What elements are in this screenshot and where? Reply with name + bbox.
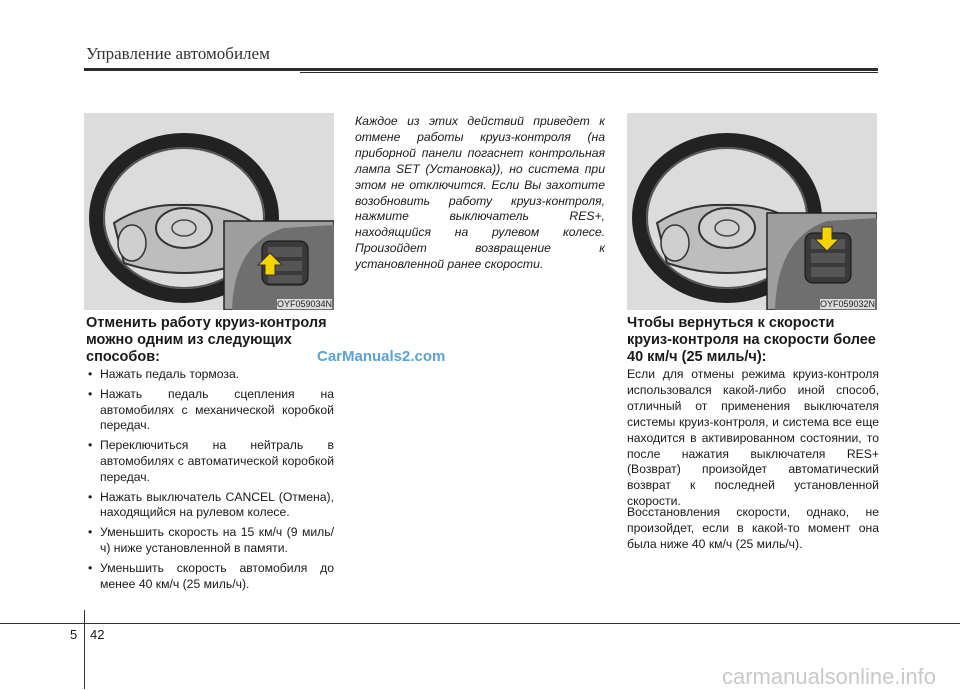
list-item: • Нажать педаль сцепления на автомобилях с механической коробкой передач. [86, 387, 334, 434]
section-number: 5 [70, 627, 78, 642]
page-number: 42 [90, 627, 105, 642]
arrow-down-icon [627, 113, 877, 310]
list-item: • Нажать педаль тормоза. [86, 367, 334, 383]
steering-wheel-figure-resume [627, 113, 877, 310]
resume-paragraph-2: Восстановления скорости, однако, не произойдет, если в какой-то момент она была ниже 40 км/ч (25 миль/ч). [627, 505, 879, 551]
list-item: • Переключиться на нейтраль в автомобилях с автоматической коробкой передач. [86, 438, 334, 485]
footer-vertical-rule [84, 610, 85, 689]
resume-paragraph-1: Если для отмены режима круиз-контроля использовался какой-либо иной способ, отличный от применения выключателя системы круиз-контроля, и система все еще находится в активированном состоянии, то после нажатия выключателя RES+ (Возврат) произойдет автоматический возврат к последней установленной скорости. [627, 367, 879, 509]
steering-wheel-figure-cancel [84, 113, 334, 310]
footer-rule [0, 623, 960, 624]
list-item: • Уменьшить скорость на 15 км/ч (9 миль/ч) ниже установленной в памяти. [86, 525, 334, 557]
cancel-methods-list [86, 367, 334, 596]
right-heading: Чтобы вернуться к скорости круиз-контроля на скорости более 40 км/ч (25 миль/ч): [627, 315, 876, 365]
watermark-link[interactable]: CarManuals2.com [317, 348, 446, 365]
list-item: • Уменьшить скорость автомобиля до менее 40 км/ч (25 миль/ч). [86, 561, 334, 593]
arrow-up-icon [84, 113, 334, 310]
left-heading: Отменить работу круиз-контроля можно одним из следующих способов: [86, 315, 327, 365]
figure-code-right: OYF059032N [819, 299, 875, 309]
header-rule-thin [300, 72, 878, 73]
list-item: • Нажать выключатель CANCEL (Отмена), находящийся на рулевом колесе. [86, 490, 334, 522]
cancel-effect-note: Каждое из этих действий приведет к отмене работы круиз-контроля (на приборной панели погаснет контрольная лампа SET (Установка)), но система при этом не отключится. Если Вы захотите возобновить работу круиз-контроля, нажмите выключатель RES+, находящийся на рулевом колесе. Произойдет возвращение к установленной ранее скорости. [355, 114, 605, 272]
header-rule [84, 68, 878, 71]
site-watermark: carmanualsonline.info [721, 664, 936, 689]
page-header-title: Управление автомобилем [86, 44, 270, 63]
figure-code-left: OYF059034N [276, 299, 332, 309]
